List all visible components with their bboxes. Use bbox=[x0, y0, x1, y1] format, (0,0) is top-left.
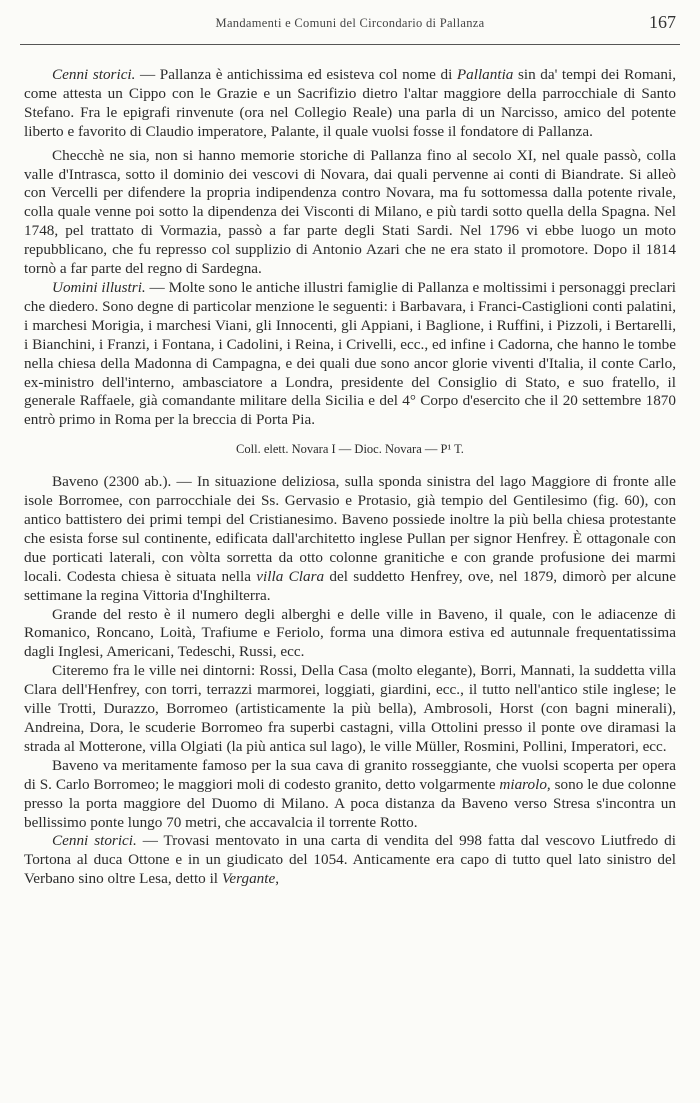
paragraph-text: , bbox=[275, 870, 280, 888]
paragraph-text: — Molte sono le antiche illustri famiglie di Pallanza e moltissimi i personaggi preclari che diedero. Sono degne di particolar menzione le seguenti: i Barbavara, i Franci-Castiglioni conti palatini, i marchesi Morigia, i marchesi Viani, gli Innocenti, gli Appiani, i Baglione, i Ruffini, i Pizzoli, i Bertarelli, i Bianchini, i Franzi, i Fontana, i Cadolini, i Reina, i Crivelli, ecc., ed infine i Cadorna, che hanno le tombe nella chiesa della Madonna di Campagna, e dei quali due sono ancor glorie viventi d'Italia, il conte Carlo, ex-ministro dell'interno, ambasciatore a Londra, presidente del Consiglio di Stato, e suo fratello, il generale Raffaele, già comandante militare della Sicilia e del 4° Corpo d'esercito che il 20 settembre 1870 entrò primo in Roma per la breccia di Porta Pia. bbox=[24, 278, 676, 429]
paragraph-text: , sono le due colonne presso la porta maggiore del Duomo di Milano. A poca distanza da Baveno verso Stresa s'incontra un bellissimo ponte lungo 70 metri, che accavalcia il torrente Rotto. bbox=[24, 775, 676, 831]
paragraph-baveno-granito bbox=[24, 757, 676, 833]
paragraph-baveno-alberghi: Grande del resto è il numero degli alberghi e delle ville in Baveno, il quale, con le adiacenze di Romanico, Roncano, Loità, Trafiume e Feriolo, forma una dimora estiva ed autunnale frequentatissima dagli Inglesi, Americani, Tedeschi, Russi, ecc. bbox=[24, 605, 676, 661]
section-heading: Cenni storici. bbox=[52, 832, 137, 850]
paragraph-text: — Pallanza è antichissima ed esisteva col nome di bbox=[135, 66, 457, 83]
paragraph-cenni-storici-baveno bbox=[24, 832, 676, 889]
villa-name: villa Clara bbox=[256, 567, 325, 585]
section-heading: Uomini illustri. bbox=[52, 278, 146, 296]
running-head bbox=[0, 12, 700, 36]
page-body bbox=[24, 66, 676, 889]
paragraph-storia-pallanza: Checchè ne sia, non si hanno memorie storiche di Pallanza fino al secolo XI, nel quale passò, colla valle d'Intrasca, sotto il dominio dei vescovi di Novara, dai quali pervenne ai conti di Biandrate. Si alleò con Vercelli per difendere la propria indipendenza contro Novara, ma fu sottomessa dalla potente rivale, colla quale venne poi sotto la dipendenza dei Visconti di Milano, e più tardi sotto quella della Spagna. Nel 1748, pel trattato di Vormazia, passò a far parte degli Stati Sardi. Nel 1796 vi ebbe luogo un moto repubblicano, che fu represso col supplizio di Antonio Azari che ne era stato il promotore. Dopo il 1814 tornò a far parte del regno di Sardegna. bbox=[24, 146, 676, 278]
paragraph-text: sin da' tempi dei Romani, come attesta un Cippo con le Grazie e un Sacrifizio dietro l'altar maggiore della parrocchiale di Santo Stefano. Fra le epigrafi rinvenute (ora nel Collegio Reale) una parla di un Narcisso, amico del potente liberto e favorito di Claudio imperatore, Palante, il quale vuolsi fosse il fondatore di Pallanza. bbox=[24, 66, 677, 140]
page-number: 167 bbox=[649, 12, 676, 32]
paragraph-cenni-storici-pallanza bbox=[24, 66, 676, 142]
latin-name: Pallantia bbox=[456, 66, 514, 83]
paragraph-uomini-illustri bbox=[24, 279, 676, 430]
paragraph-text: — Trovasi mentovato in una carta di vendita del 998 fatta dal vescovo Liutfredo di Tortona al duca Ottone e in un giudicato del 1054. Anticamente era capo di tutto quel lato sinistro del Verbano sino oltre Lesa, detto il bbox=[24, 832, 676, 888]
paragraph-baveno-ville: Citeremo fra le ville nei dintorni: Rossi, Della Casa (molto elegante), Borri, Mannati, la suddetta villa Clara dell'Henfrey, con torri, terrazzi marmorei, loggiati, giardini, ecc., il tutto nell'antico stile inglese; le ville Trotti, Durazzo, Borromeo (artisticamente la più bella), Ambrosoli, Horst (con bagni minerali), Andreina, Dora, le scuderie Borromeo fra superbi castagni, villa Ottolini presso il ponte ove diramasi la strada al Motterone, villa Olgiati (la più antica sul lago), le ville Müller, Rosmini, Pollini, Imperatori, ecc. bbox=[24, 662, 676, 755]
term-miarolo: miarolo bbox=[499, 775, 547, 793]
header-rule bbox=[20, 44, 680, 45]
paragraph-text: Baveno va meritamente famoso per la sua cava di granito rosseggiante, che vuolsi scoperta per opera di S. Carlo Borromeo; le maggiori moli di codesto granito, detto volgarmente bbox=[24, 756, 676, 793]
term-vergante: Vergante bbox=[221, 870, 276, 888]
paragraph-text: del suddetto Henfrey, ove, nel 1879, dimorò per alcune settimane la regina Vittoria d'Inghilterra. bbox=[24, 567, 676, 604]
paragraph-text: Baveno (2300 ab.). — In situazione deliziosa, sulla sponda sinistra del lago Maggiore di fronte alle isole Borromee, con parrocchiale dei Ss. Gervasio e Protasio, già tempio del Gentilesimo (fig. 60), con antico battistero dei primi tempi del Cristianesimo. Baveno possiede inoltre la più bella chiesa protestante che esista forse sul continente, edificata dall'architetto inglese Pullan per signor Henfrey. È ottagonale con due porticati laterali, con vòlta sorretta da otto colonne granitiche e con grande profusione dei marmi locali. Codesta chiesa è situata nella bbox=[24, 473, 676, 585]
electoral-info-line: Coll. elett. Novara I — Dioc. Novara — P¹ T. bbox=[236, 442, 464, 457]
paragraph-baveno-intro bbox=[24, 473, 676, 605]
running-title: Mandamenti e Comuni del Circondario di Pallanza bbox=[215, 16, 485, 30]
section-heading: Cenni storici. bbox=[52, 66, 136, 83]
